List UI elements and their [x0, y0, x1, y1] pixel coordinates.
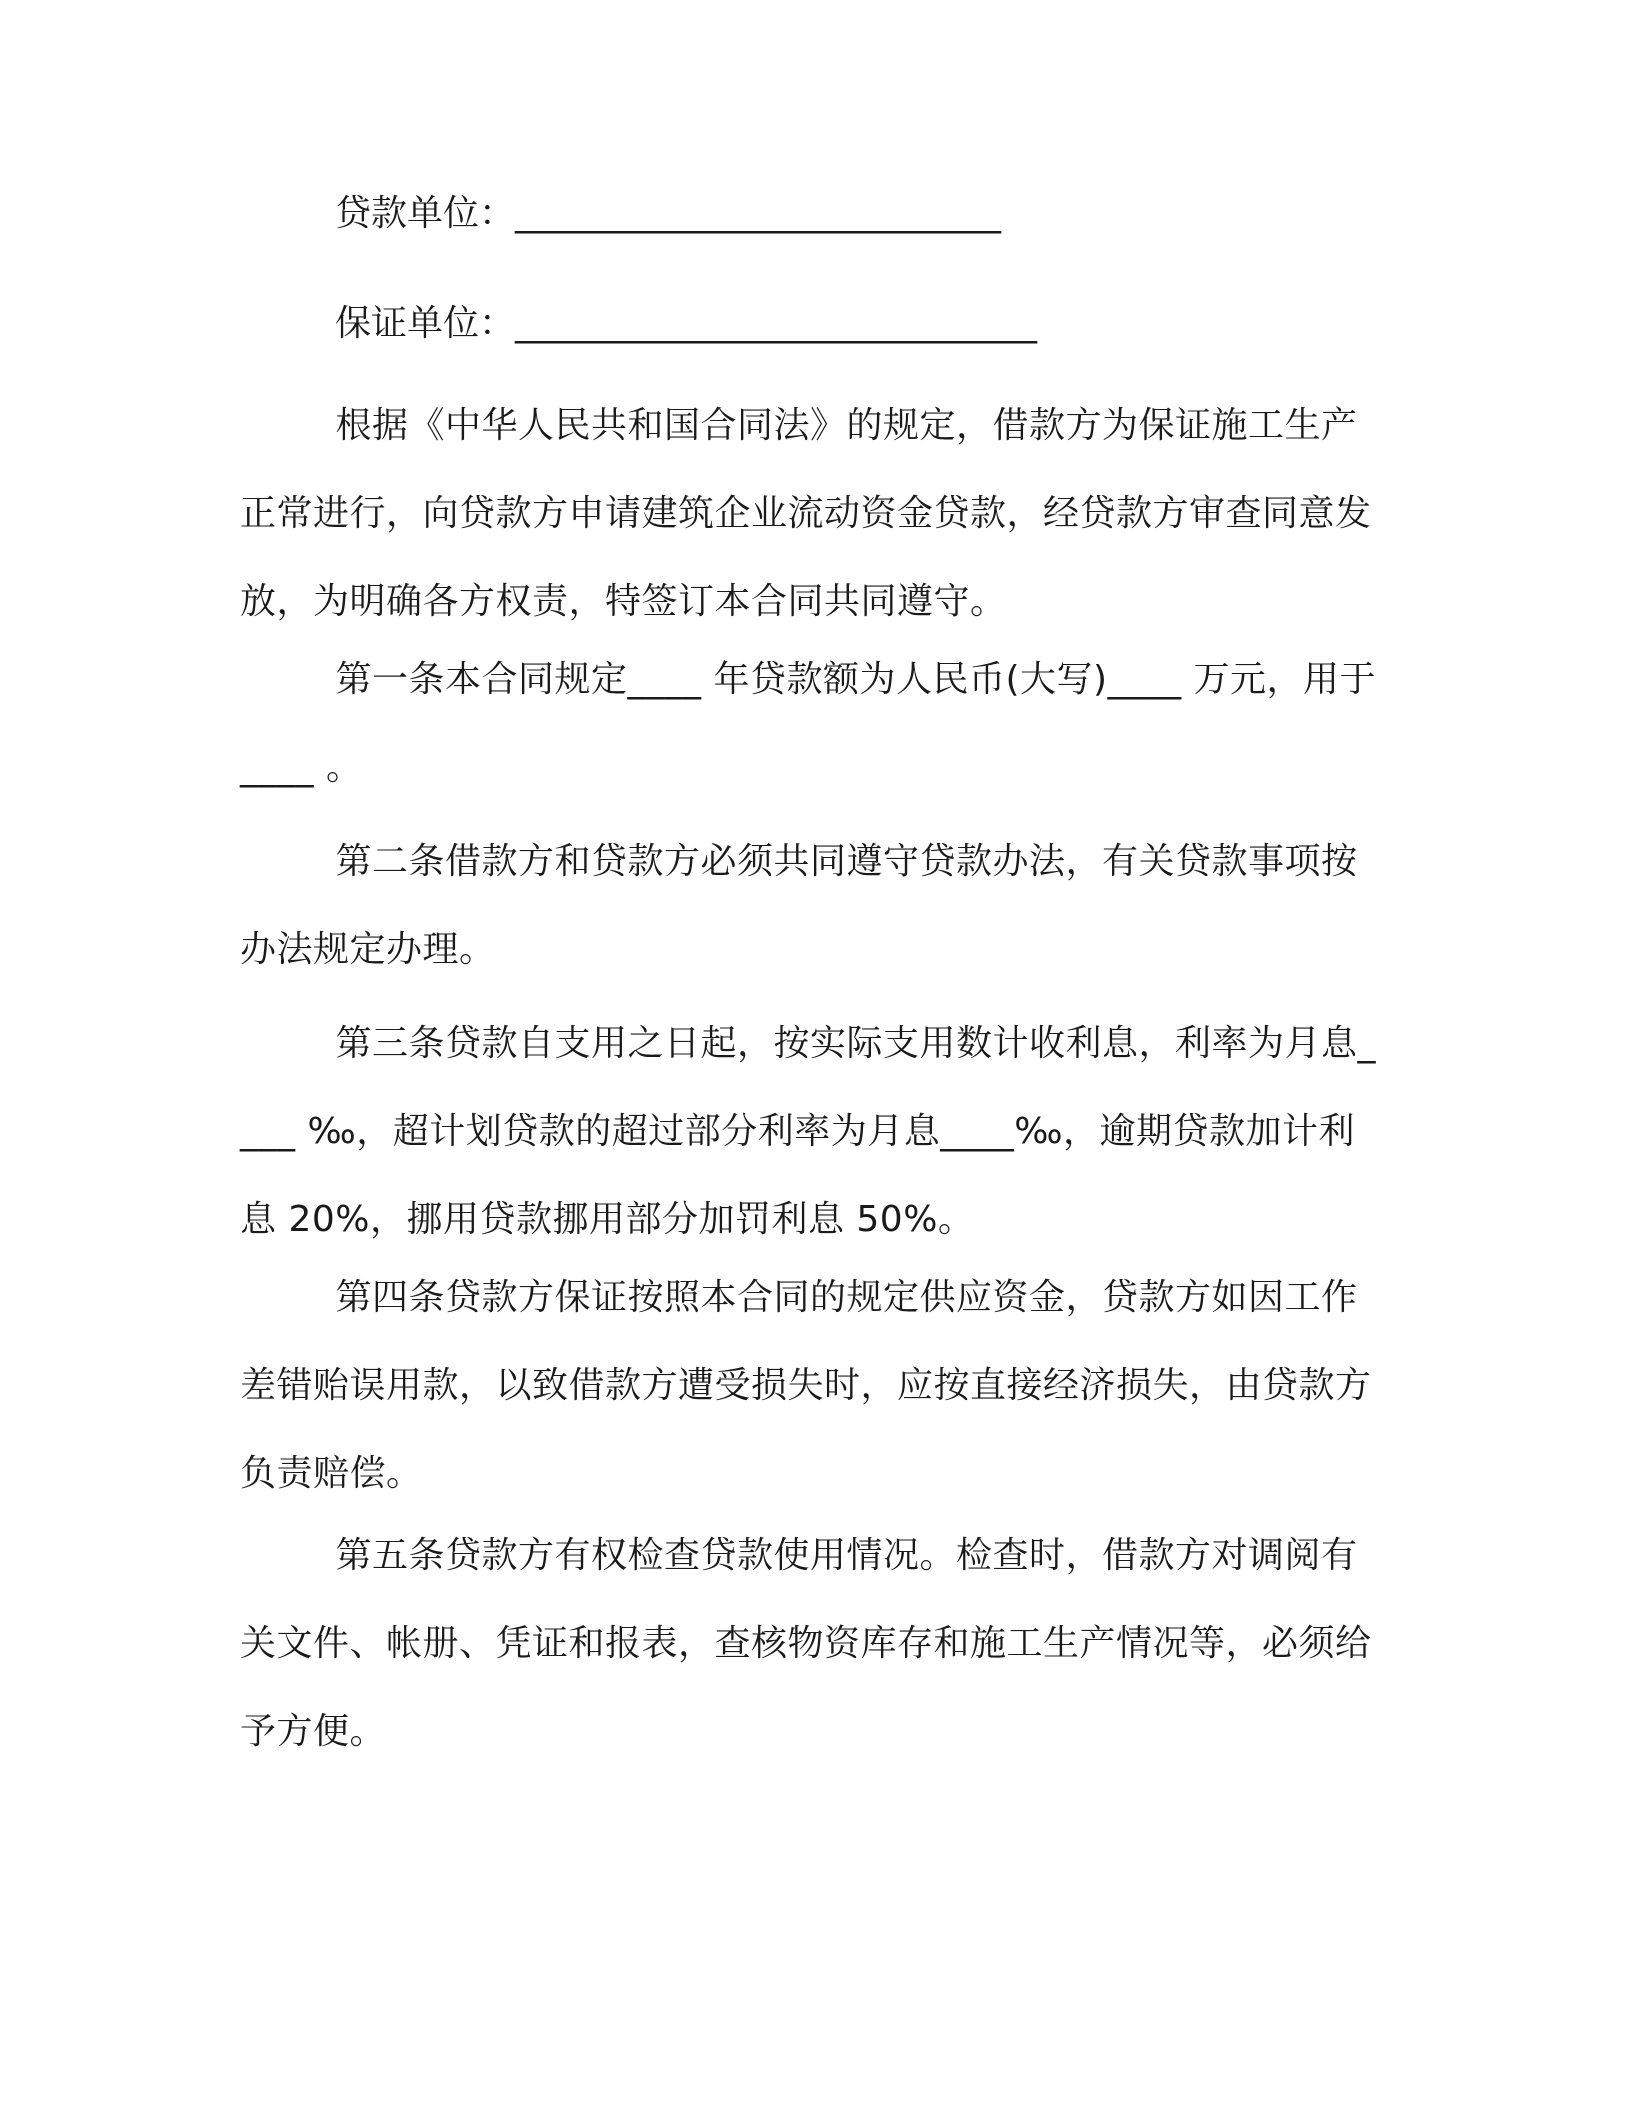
lender-unit-field: 贷款单位：___________________________: [335, 193, 1002, 234]
article-4: 第四条贷款方保证按照本合同的规定供应资金，贷款方如因工作差错贻误用款，以致借款方遭受损失时，应按直接经济损失，由贷款方负责赔偿。: [240, 1277, 1372, 1494]
intro-paragraph: 根据《中华人民共和国合同法》的规定，借款方为保证施工生产正常进行，向贷款方申请建筑企业流动资金贷款，经贷款方审查同意发放，为明确各方权责，特签订本合同共同遵守。: [240, 405, 1372, 622]
article-5: 第五条贷款方有权检查贷款使用情况。检查时，借款方对调阅有关文件、帐册、凭证和报表，查核物资库存和施工生产情况等，必须给予方便。: [240, 1535, 1372, 1752]
guarantor-unit-field: 保证单位：_____________________________: [335, 303, 1038, 344]
article-2: 第二条借款方和贷款方必须共同遵守贷款办法，有关贷款事项按办法规定办理。: [240, 841, 1358, 970]
article-1: 第一条本合同规定____ 年贷款额为人民币(大写)____ 万元，用于____ 。: [240, 659, 1377, 788]
article-3: 第三条贷款自支用之日起，按实际支用数计收利息，利率为月息____ ‰，超计划贷款的超过部分利率为月息____‰，逾期贷款加计利息 20%，挪用贷款挪用部分加罚利息 50%。: [240, 1023, 1377, 1240]
